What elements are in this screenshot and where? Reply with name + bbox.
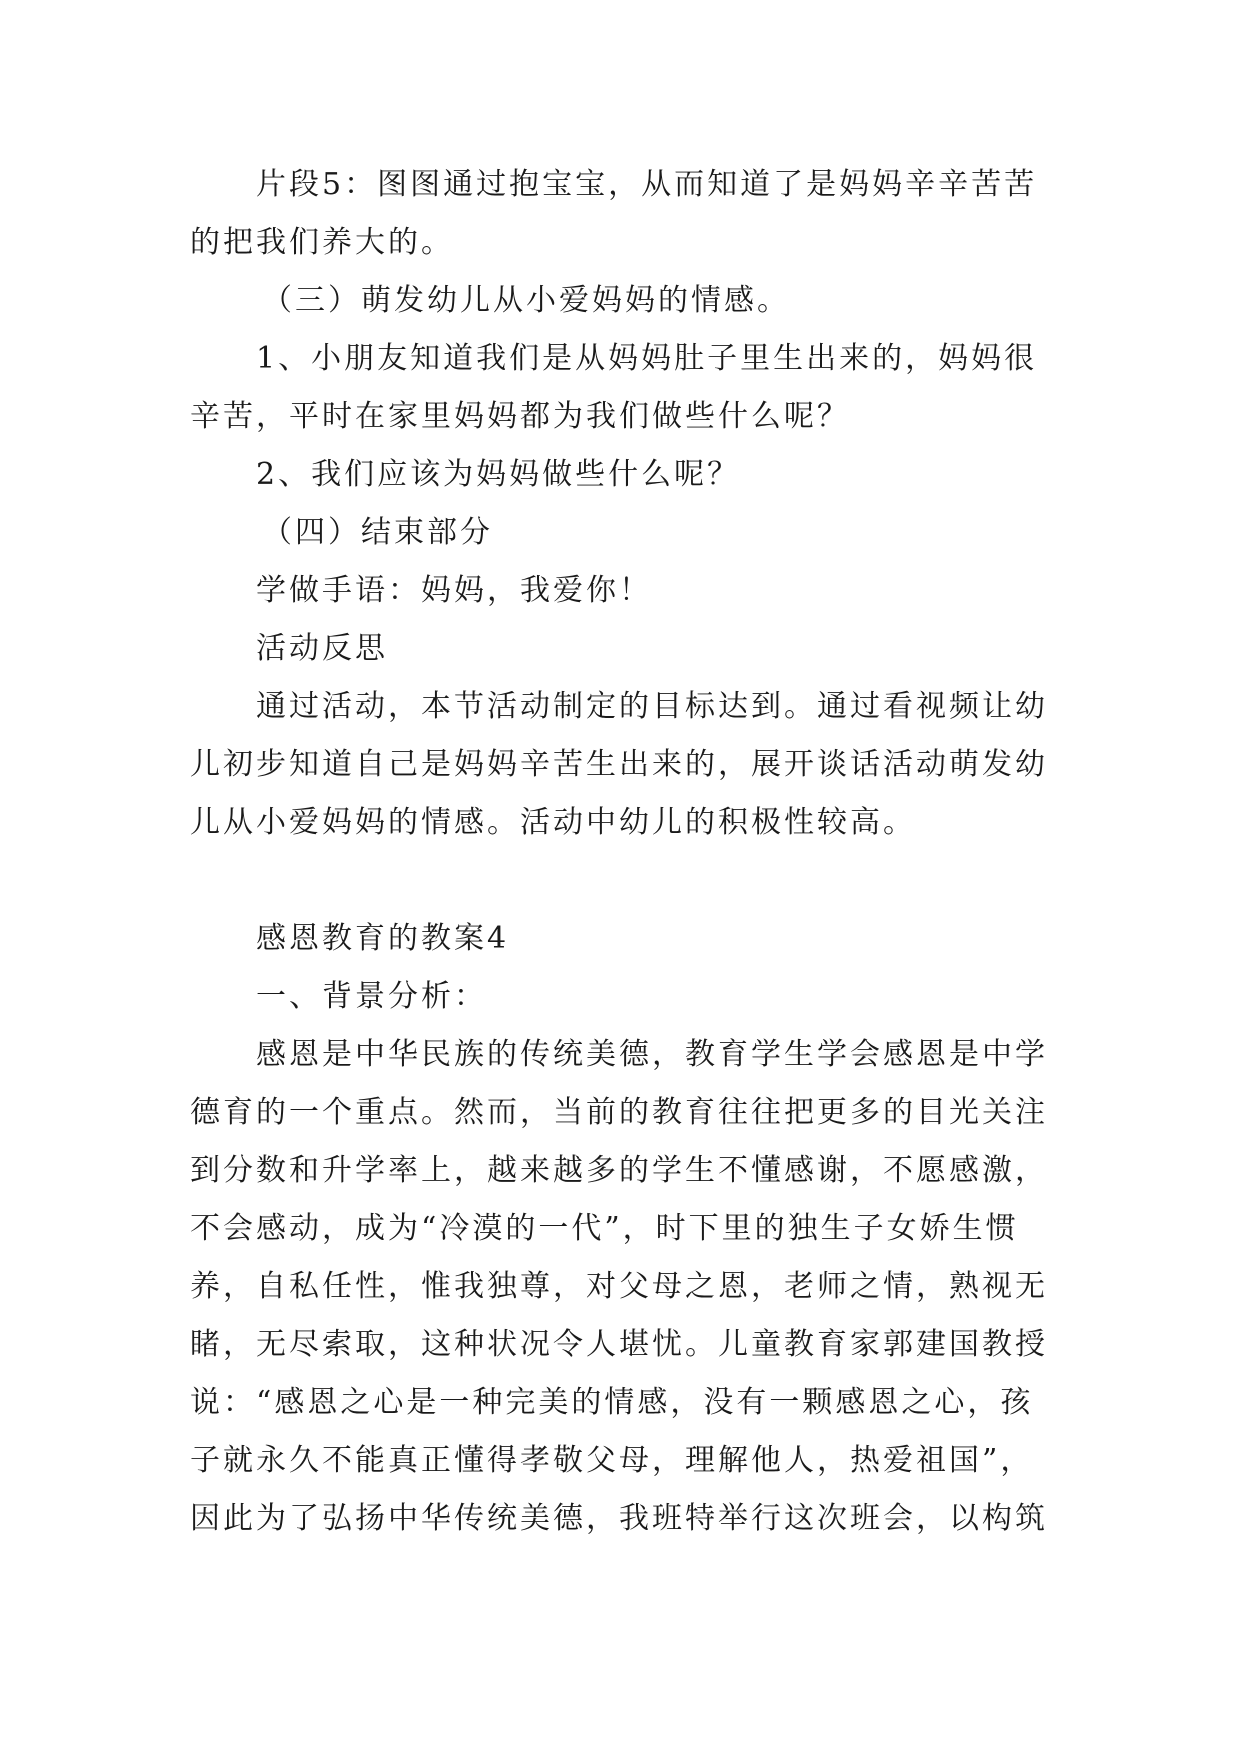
paragraph-line: 辛苦，平时在家里妈妈都为我们做些什么呢？ <box>190 399 850 434</box>
paragraph-line: 学做手语：妈妈，我爱你！ <box>256 573 652 608</box>
section-heading: （四）结束部分 <box>262 515 493 550</box>
paragraph-line: 2、我们应该为妈妈做些什么呢？ <box>256 457 741 492</box>
paragraph-line: 因此为了弘扬中华传统美德，我班特举行这次班会，以构筑 <box>190 1501 1048 1536</box>
paragraph-line: 养，自私任性，惟我独尊，对父母之恩，老师之情，熟视无 <box>190 1269 1048 1304</box>
paragraph-line: 片段5：图图通过抱宝宝，从而知道了是妈妈辛辛苦苦 <box>256 167 1038 202</box>
paragraph-line: 德育的一个重点。然而，当前的教育往往把更多的目光关注 <box>190 1095 1048 1130</box>
paragraph-line: 不会感动，成为“冷漠的一代”，时下里的独生子女娇生惯 <box>190 1211 1019 1246</box>
section-heading: 一、背景分析： <box>256 979 487 1014</box>
paragraph-line: 说：“感恩之心是一种完美的情感，没有一颗感恩之心，孩 <box>190 1385 1034 1420</box>
paragraph-line: 的把我们养大的。 <box>190 225 454 260</box>
paragraph-line: 感恩是中华民族的传统美德，教育学生学会感恩是中学 <box>256 1037 1048 1072</box>
paragraph-line: 到分数和升学率上，越来越多的学生不懂感谢，不愿感激， <box>190 1153 1048 1188</box>
section-heading: 活动反思 <box>256 631 388 666</box>
document-title: 感恩教育的教案4 <box>256 921 510 956</box>
paragraph-line: 通过活动，本节活动制定的目标达到。通过看视频让幼 <box>256 689 1048 724</box>
paragraph-line: 儿从小爱妈妈的情感。活动中幼儿的积极性较高。 <box>190 805 916 840</box>
section-heading: （三）萌发幼儿从小爱妈妈的情感。 <box>262 283 790 318</box>
paragraph-line: 儿初步知道自己是妈妈辛苦生出来的，展开谈话活动萌发幼 <box>190 747 1048 782</box>
paragraph-line: 子就永久不能真正懂得孝敬父母，理解他人，热爱祖国”， <box>190 1443 1034 1478</box>
paragraph-line: 1、小朋友知道我们是从妈妈肚子里生出来的，妈妈很 <box>256 341 1038 376</box>
paragraph-line: 睹，无尽索取，这种状况令人堪忧。儿童教育家郭建国教授 <box>190 1327 1048 1362</box>
